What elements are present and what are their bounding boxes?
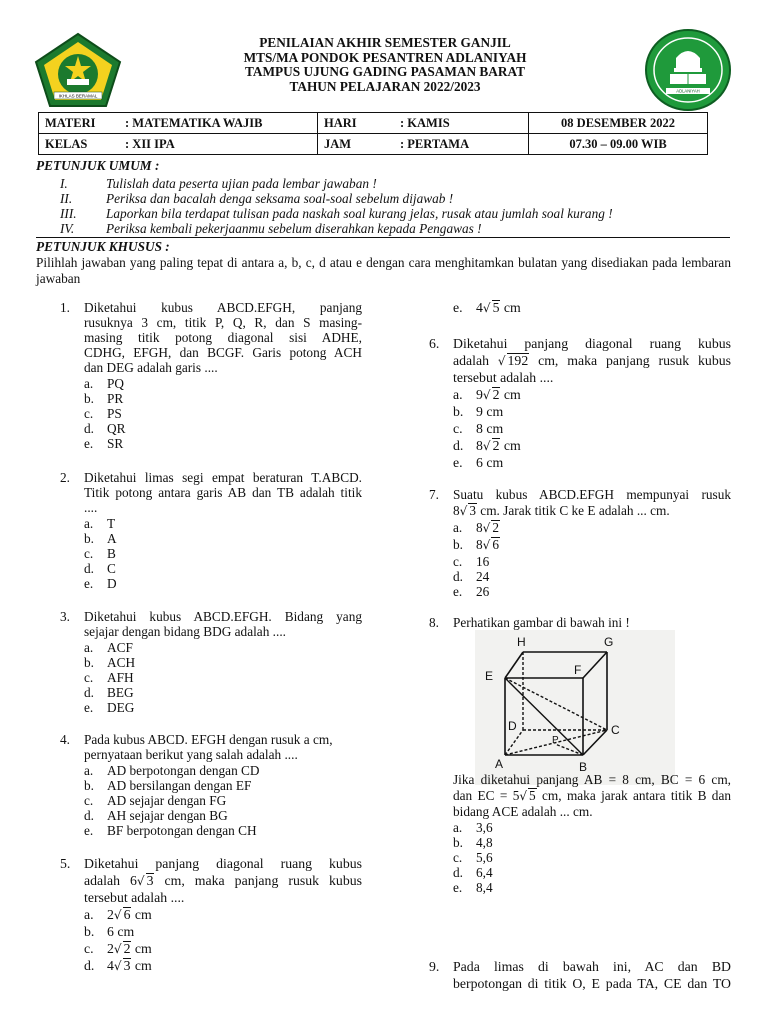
- question-number: 2.: [60, 470, 70, 485]
- question-number: 7.: [429, 487, 439, 502]
- option-a: a. 3,6: [453, 820, 493, 835]
- question-text-line: Diketahui kubus ABCD.EFGH, panjang: [84, 300, 362, 315]
- option-e: e. 4√ 5 cm: [453, 300, 521, 315]
- exam-info-table: [38, 112, 708, 155]
- header-line-1: PENILAIAN AKHIR SEMESTER GANJIL: [259, 35, 511, 50]
- question-text-line: dan DEG adalah garis ....: [84, 360, 218, 375]
- point-label-p: P: [552, 735, 559, 746]
- question-text-line: Titik potong antara garis AB dan TB adalah titik: [84, 485, 362, 500]
- vertex-label-f: F: [574, 663, 582, 677]
- option-c: c. AFH: [84, 670, 134, 685]
- question-text-line: Diketahui limas segi empat beraturan T.ABCD.: [84, 470, 362, 485]
- option-a: a. ACF: [84, 640, 133, 655]
- option-e: e. D: [84, 576, 117, 591]
- option-d: d. QR: [84, 421, 126, 436]
- question-text-line: Suatu kubus ABCD.EFGH mempunyai rusuk: [453, 487, 731, 502]
- question-5-option-e: [429, 300, 629, 318]
- question-text-line: Jika diketahui panjang AB = 8 cm, BC = 6 cm,: [453, 772, 731, 787]
- logo-right-text: ADLANIYAH: [676, 88, 700, 94]
- option-c: c. 8 cm: [453, 421, 504, 436]
- option-a: a. 8√ 2: [453, 520, 499, 535]
- question-text-line: CDHG, EFGH, dan BCGF. Garis potong ACH: [84, 345, 362, 360]
- header-line-3: TAMPUS UJUNG GADING PASAMAN BARAT: [245, 64, 525, 80]
- option-a: a. T: [84, 516, 116, 531]
- option-e: e. DEG: [84, 700, 135, 715]
- kemenag-logo: [34, 32, 122, 108]
- vertex-label-a: A: [495, 757, 504, 771]
- question-7: [429, 487, 734, 602]
- option-d: d. 24: [453, 569, 490, 584]
- option-d: d. 6,4: [453, 865, 493, 880]
- option-e: e. BF berpotongan dengan CH: [84, 823, 257, 838]
- option-b: b. A: [84, 531, 117, 546]
- petunjuk-umum-item: IV. Periksa kembali pekerjaanmu sebelum diserahkan kepada Pengawas !: [60, 221, 482, 236]
- question-text-line: berpotongan di titik O, E pada TA, CE dan TO: [453, 976, 731, 991]
- jam-value: : PERTAMA: [394, 134, 529, 155]
- question-text-line: bidang ACE adalah ... cm.: [453, 804, 593, 819]
- question-text-line: 8√ 3 cm. Jarak titik C ke E adalah ... cm.: [453, 503, 670, 518]
- header-line-2: MTS/MA PONDOK PESANTREN ADLANIYAH: [243, 49, 527, 65]
- hari-label: HARI: [318, 113, 395, 134]
- exam-date: 08 DESEMBER 2022: [529, 113, 708, 134]
- option-c: c. 16: [453, 554, 490, 569]
- cuboid-figure: [475, 630, 675, 785]
- vertex-label-g: G: [604, 635, 614, 649]
- vertex-label-e: E: [485, 669, 494, 683]
- option-c: c. AD sejajar dengan FG: [84, 793, 227, 808]
- option-a: a. 2√ 6 cm: [84, 907, 152, 922]
- question-number: 6.: [429, 336, 440, 351]
- question-number: 3.: [60, 609, 70, 624]
- question-text-line: Diketahui kubus ABCD.EFGH. Bidang yang: [84, 609, 362, 624]
- exam-header: [150, 36, 620, 94]
- petunjuk-umum-item: I. Tulislah data peserta ujian pada lembar jawaban !: [60, 176, 377, 191]
- header-line-4: TAHUN PELAJARAN 2022/2023: [289, 78, 481, 94]
- option-b: b. 9 cm: [453, 404, 504, 419]
- option-d: d. 8√ 2 cm: [453, 438, 521, 453]
- vertex-label-h: H: [517, 635, 526, 649]
- vertex-label-c: C: [611, 723, 620, 737]
- question-text-line: adalah √ 192 cm, maka panjang rusuk kubus: [453, 353, 731, 368]
- exam-time: 07.30 – 09.00 WIB: [529, 134, 708, 155]
- option-d: d. BEG: [84, 685, 134, 700]
- option-c: c. PS: [84, 406, 122, 421]
- option-c: c. 2√ 2 cm: [84, 941, 152, 956]
- question-text-line: tersebut adalah ....: [84, 890, 185, 905]
- petunjuk-umum-item: II. Periksa dan bacalah denga seksama soal-soal sebelum dijawab !: [60, 191, 454, 206]
- question-8: [429, 615, 734, 900]
- option-e: e. 6 cm: [453, 455, 504, 470]
- option-a: a. PQ: [84, 376, 124, 391]
- logo-left-text: IKHLAS BERAMAL: [58, 93, 98, 99]
- option-b: b. AD bersilangan dengan EF: [84, 778, 252, 793]
- vertex-label-b: B: [579, 760, 588, 774]
- question-9: [429, 958, 734, 998]
- hari-value: : KAMIS: [394, 113, 529, 134]
- question-2: [60, 470, 360, 595]
- question-text-line: Perhatikan gambar di bawah ini !: [453, 615, 630, 630]
- option-e: e. SR: [84, 436, 124, 451]
- option-b: b. 6 cm: [84, 924, 135, 939]
- option-e: e. 8,4: [453, 880, 493, 895]
- divider: [36, 237, 730, 238]
- petunjuk-khusus-text: Pilihlah jawaban yang paling tepat di antara a, b, c, d atau e dengan cara menghitamkan bulatan yang disediakan pada lembaran jawaban: [36, 255, 731, 286]
- option-a: a. 9√ 2 cm: [453, 387, 521, 402]
- question-number: 9.: [429, 959, 440, 974]
- materi-value: : MATEMATIKA WAJIB: [119, 113, 318, 134]
- question-4: [60, 732, 360, 842]
- option-d: d. 4√ 3 cm: [84, 958, 152, 973]
- petunjuk-umum-title: PETUNJUK UMUM :: [36, 158, 160, 173]
- question-text-line: tersebut adalah ....: [453, 370, 554, 385]
- question-text-line: pernyataan berikut yang salah adalah ....: [84, 747, 298, 762]
- kelas-label: KELAS: [39, 134, 120, 155]
- kelas-value: : XII IPA: [119, 134, 318, 155]
- jam-label: JAM: [318, 134, 395, 155]
- question-5: [60, 855, 360, 980]
- option-c: c. 5,6: [453, 850, 493, 865]
- question-number: 5.: [60, 856, 71, 871]
- petunjuk-umum-item: III. Laporkan bila terdapat tulisan pada naskah soal kurang jelas, rusak atau jumlah soal kurang !: [60, 206, 613, 221]
- option-b: b. PR: [84, 391, 124, 406]
- question-6: [429, 335, 734, 475]
- question-number: 4.: [60, 732, 70, 747]
- adlaniyah-logo: [644, 28, 732, 112]
- question-text-line: Pada kubus ABCD. EFGH dengan rusuk a cm,: [84, 732, 333, 747]
- question-text-line: dan EC = 5√ 5 cm, maka jarak antara titik B dan: [453, 788, 731, 803]
- question-3: [60, 609, 360, 719]
- question-text-line: Diketahui panjang diagonal ruang kubus: [453, 336, 731, 351]
- option-d: d. C: [84, 561, 116, 576]
- question-text-line: rusuknya 3 cm, titik P, Q, R, dan S masing-: [84, 315, 362, 330]
- option-c: c. B: [84, 546, 116, 561]
- materi-label: MATERI: [39, 113, 120, 134]
- vertex-label-d: D: [508, 719, 517, 733]
- option-b: b. 4,8: [453, 835, 493, 850]
- option-b: b. ACH: [84, 655, 136, 670]
- option-e: e. 26: [453, 584, 490, 599]
- question-text-line: Diketahui panjang diagonal ruang kubus: [84, 856, 362, 871]
- question-text-line: Pada limas di bawah ini, AC dan BD: [453, 959, 731, 974]
- question-1: [60, 300, 360, 460]
- question-number: 8.: [429, 615, 439, 630]
- question-number: 1.: [60, 300, 70, 315]
- question-text-line: masing titik potong diagonal sisi ADHE,: [84, 330, 362, 345]
- option-a: a. AD berpotongan dengan CD: [84, 763, 260, 778]
- option-b: b. 8√ 6: [453, 537, 499, 552]
- question-text-line: sejajar dengan bidang BDG adalah ....: [84, 624, 286, 639]
- question-text-line: adalah 6√ 3 cm, maka panjang rusuk kubus: [84, 873, 362, 888]
- option-d: d. AH sejajar dengan BG: [84, 808, 228, 823]
- question-text-line: ....: [84, 500, 98, 515]
- petunjuk-khusus-title: PETUNJUK KHUSUS :: [36, 239, 170, 254]
